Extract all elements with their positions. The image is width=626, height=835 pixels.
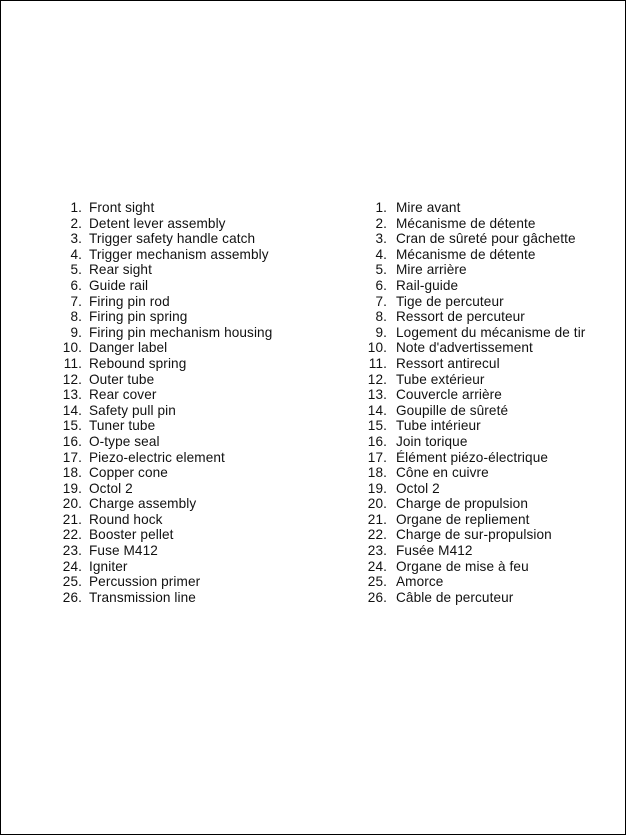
list-item xyxy=(358,590,620,606)
item-number: 3. xyxy=(375,231,387,247)
list-item xyxy=(58,496,318,512)
item-number: 1. xyxy=(375,200,387,215)
list-item xyxy=(58,200,318,216)
list-item xyxy=(358,481,620,497)
item-number: 13. xyxy=(367,387,387,403)
item-label: Rebound spring xyxy=(89,355,187,371)
item-label: Firing pin spring xyxy=(89,309,188,325)
list-item xyxy=(58,512,318,528)
list-item xyxy=(358,278,620,294)
list-item xyxy=(58,372,318,388)
list-item xyxy=(58,216,318,232)
list-item xyxy=(58,356,318,372)
item-label: Danger label xyxy=(89,340,168,356)
item-label: Câble de percuteur xyxy=(396,589,514,605)
list-item xyxy=(58,434,318,450)
item-number: 21. xyxy=(62,511,82,527)
item-number: 23. xyxy=(367,543,387,559)
english-parts-list xyxy=(58,200,318,605)
item-number: 21. xyxy=(367,511,387,527)
item-label: Organe de mise à feu xyxy=(396,558,529,574)
item-label: Tige de percuteur xyxy=(396,293,504,309)
item-label: Mécanisme de détente xyxy=(396,246,536,262)
item-number: 6. xyxy=(375,277,387,293)
item-number: 15. xyxy=(62,418,82,434)
item-label: Cran de sûreté pour gâchette xyxy=(396,231,576,247)
item-label: Tube extérieur xyxy=(396,371,485,387)
list-item xyxy=(58,590,318,606)
list-item xyxy=(358,200,620,216)
item-number: 17. xyxy=(367,449,387,465)
item-label: Piezo-electric element xyxy=(89,449,225,465)
french-parts-list xyxy=(358,200,620,605)
list-item xyxy=(358,309,620,325)
item-label: Amorce xyxy=(396,574,444,590)
list-item xyxy=(358,387,620,403)
item-label: Safety pull pin xyxy=(89,402,176,418)
item-label: Rear cover xyxy=(89,387,157,403)
list-item xyxy=(58,543,318,559)
item-number: 6. xyxy=(70,277,82,293)
list-item xyxy=(58,325,318,341)
item-label: Élément piézo-électrique xyxy=(396,449,549,465)
item-number: 9. xyxy=(375,324,387,340)
item-number: 20. xyxy=(62,496,82,512)
list-item xyxy=(358,465,620,481)
list-item xyxy=(58,465,318,481)
item-number: 12. xyxy=(62,371,82,387)
item-number: 26. xyxy=(367,589,387,605)
list-item xyxy=(58,481,318,497)
list-item xyxy=(358,450,620,466)
item-label: Trigger safety handle catch xyxy=(89,231,256,247)
item-label: Detent lever assembly xyxy=(89,215,226,231)
item-number: 17. xyxy=(62,449,82,465)
list-item xyxy=(358,247,620,263)
item-label: Mécanisme de détente xyxy=(396,215,536,231)
item-number: 16. xyxy=(62,433,82,449)
item-number: 18. xyxy=(367,465,387,481)
item-label: Ressort de percuteur xyxy=(396,309,525,325)
list-item xyxy=(58,450,318,466)
item-label: Outer tube xyxy=(89,371,155,387)
item-label: Rail-guide xyxy=(396,277,459,293)
item-number: 8. xyxy=(70,309,82,325)
item-label: Couvercle arrière xyxy=(396,387,502,403)
item-label: Charge de sur-propulsion xyxy=(396,527,552,543)
item-number: 19. xyxy=(367,480,387,496)
item-label: Copper cone xyxy=(89,465,168,481)
list-item xyxy=(358,216,620,232)
item-label: Charge assembly xyxy=(89,496,197,512)
item-label: Octol 2 xyxy=(396,480,440,496)
item-number: 24. xyxy=(62,558,82,574)
list-item xyxy=(358,372,620,388)
list-item xyxy=(358,559,620,575)
list-item xyxy=(358,403,620,419)
list-item xyxy=(58,262,318,278)
item-label: Note d'advertissement xyxy=(396,340,533,356)
list-item xyxy=(58,231,318,247)
list-item xyxy=(58,278,318,294)
list-item xyxy=(58,403,318,419)
item-label: Booster pellet xyxy=(89,527,174,543)
list-item xyxy=(58,247,318,263)
item-number: 23. xyxy=(62,543,82,559)
item-number: 14. xyxy=(62,402,82,418)
item-label: Goupille de sûreté xyxy=(396,402,509,418)
item-number: 2. xyxy=(375,215,387,231)
item-number: 18. xyxy=(62,465,82,481)
item-label: Join torique xyxy=(396,433,468,449)
item-number: 13. xyxy=(62,387,82,403)
item-label: O-type seal xyxy=(89,433,160,449)
item-label: Organe de repliement xyxy=(396,511,530,527)
item-number: 22. xyxy=(62,527,82,543)
item-label: Rear sight xyxy=(89,262,152,278)
item-number: 25. xyxy=(367,574,387,590)
list-item xyxy=(358,418,620,434)
list-item xyxy=(58,340,318,356)
item-label: Octol 2 xyxy=(89,480,133,496)
item-number: 10. xyxy=(62,340,82,356)
list-item xyxy=(358,496,620,512)
item-label: Fuse M412 xyxy=(89,543,158,559)
item-label: Logement du mécanisme de tir xyxy=(396,324,586,340)
list-item xyxy=(58,418,318,434)
item-label: Igniter xyxy=(89,558,128,574)
list-item xyxy=(58,294,318,310)
item-number: 24. xyxy=(367,558,387,574)
item-label: Round hock xyxy=(89,511,163,527)
item-number: 7. xyxy=(375,293,387,309)
list-item xyxy=(358,340,620,356)
item-number: 25. xyxy=(62,574,82,590)
item-number: 20. xyxy=(367,496,387,512)
item-label: Percussion primer xyxy=(89,574,201,590)
item-label: Transmission line xyxy=(89,589,196,605)
item-number: 11. xyxy=(368,355,387,371)
item-number: 8. xyxy=(375,309,387,325)
item-label: Ressort antirecul xyxy=(396,355,500,371)
list-item xyxy=(358,512,620,528)
item-number: 15. xyxy=(367,418,387,434)
item-number: 5. xyxy=(70,262,82,278)
list-item xyxy=(358,356,620,372)
item-number: 9. xyxy=(70,324,82,340)
item-number: 4. xyxy=(375,246,387,262)
item-number: 2. xyxy=(70,215,82,231)
list-item xyxy=(358,294,620,310)
item-label: Firing pin mechanism housing xyxy=(89,324,273,340)
item-number: 5. xyxy=(375,262,387,278)
list-item xyxy=(58,309,318,325)
item-number: 1. xyxy=(70,200,82,215)
item-number: 4. xyxy=(70,246,82,262)
list-item xyxy=(358,543,620,559)
list-item xyxy=(58,387,318,403)
item-number: 16. xyxy=(367,433,387,449)
list-item xyxy=(358,434,620,450)
item-label: Mire avant xyxy=(396,200,461,215)
list-item xyxy=(58,527,318,543)
item-label: Firing pin rod xyxy=(89,293,170,309)
list-item xyxy=(58,574,318,590)
item-label: Fusée M412 xyxy=(396,543,473,559)
item-number: 3. xyxy=(70,231,82,247)
item-label: Cône en cuivre xyxy=(396,465,489,481)
list-item xyxy=(358,231,620,247)
item-label: Mire arrière xyxy=(396,262,467,278)
list-item xyxy=(358,262,620,278)
list-item xyxy=(358,574,620,590)
item-number: 11. xyxy=(63,355,82,371)
list-item xyxy=(358,325,620,341)
item-number: 14. xyxy=(367,402,387,418)
item-number: 7. xyxy=(70,293,82,309)
item-label: Tube intérieur xyxy=(396,418,481,434)
item-number: 10. xyxy=(367,340,387,356)
item-label: Trigger mechanism assembly xyxy=(89,246,269,262)
item-label: Guide rail xyxy=(89,277,149,293)
list-item xyxy=(58,559,318,575)
item-label: Front sight xyxy=(89,200,155,215)
item-label: Tuner tube xyxy=(89,418,156,434)
item-number: 26. xyxy=(62,589,82,605)
item-number: 22. xyxy=(367,527,387,543)
item-label: Charge de propulsion xyxy=(396,496,528,512)
list-item xyxy=(358,527,620,543)
item-number: 19. xyxy=(62,480,82,496)
item-number: 12. xyxy=(367,371,387,387)
